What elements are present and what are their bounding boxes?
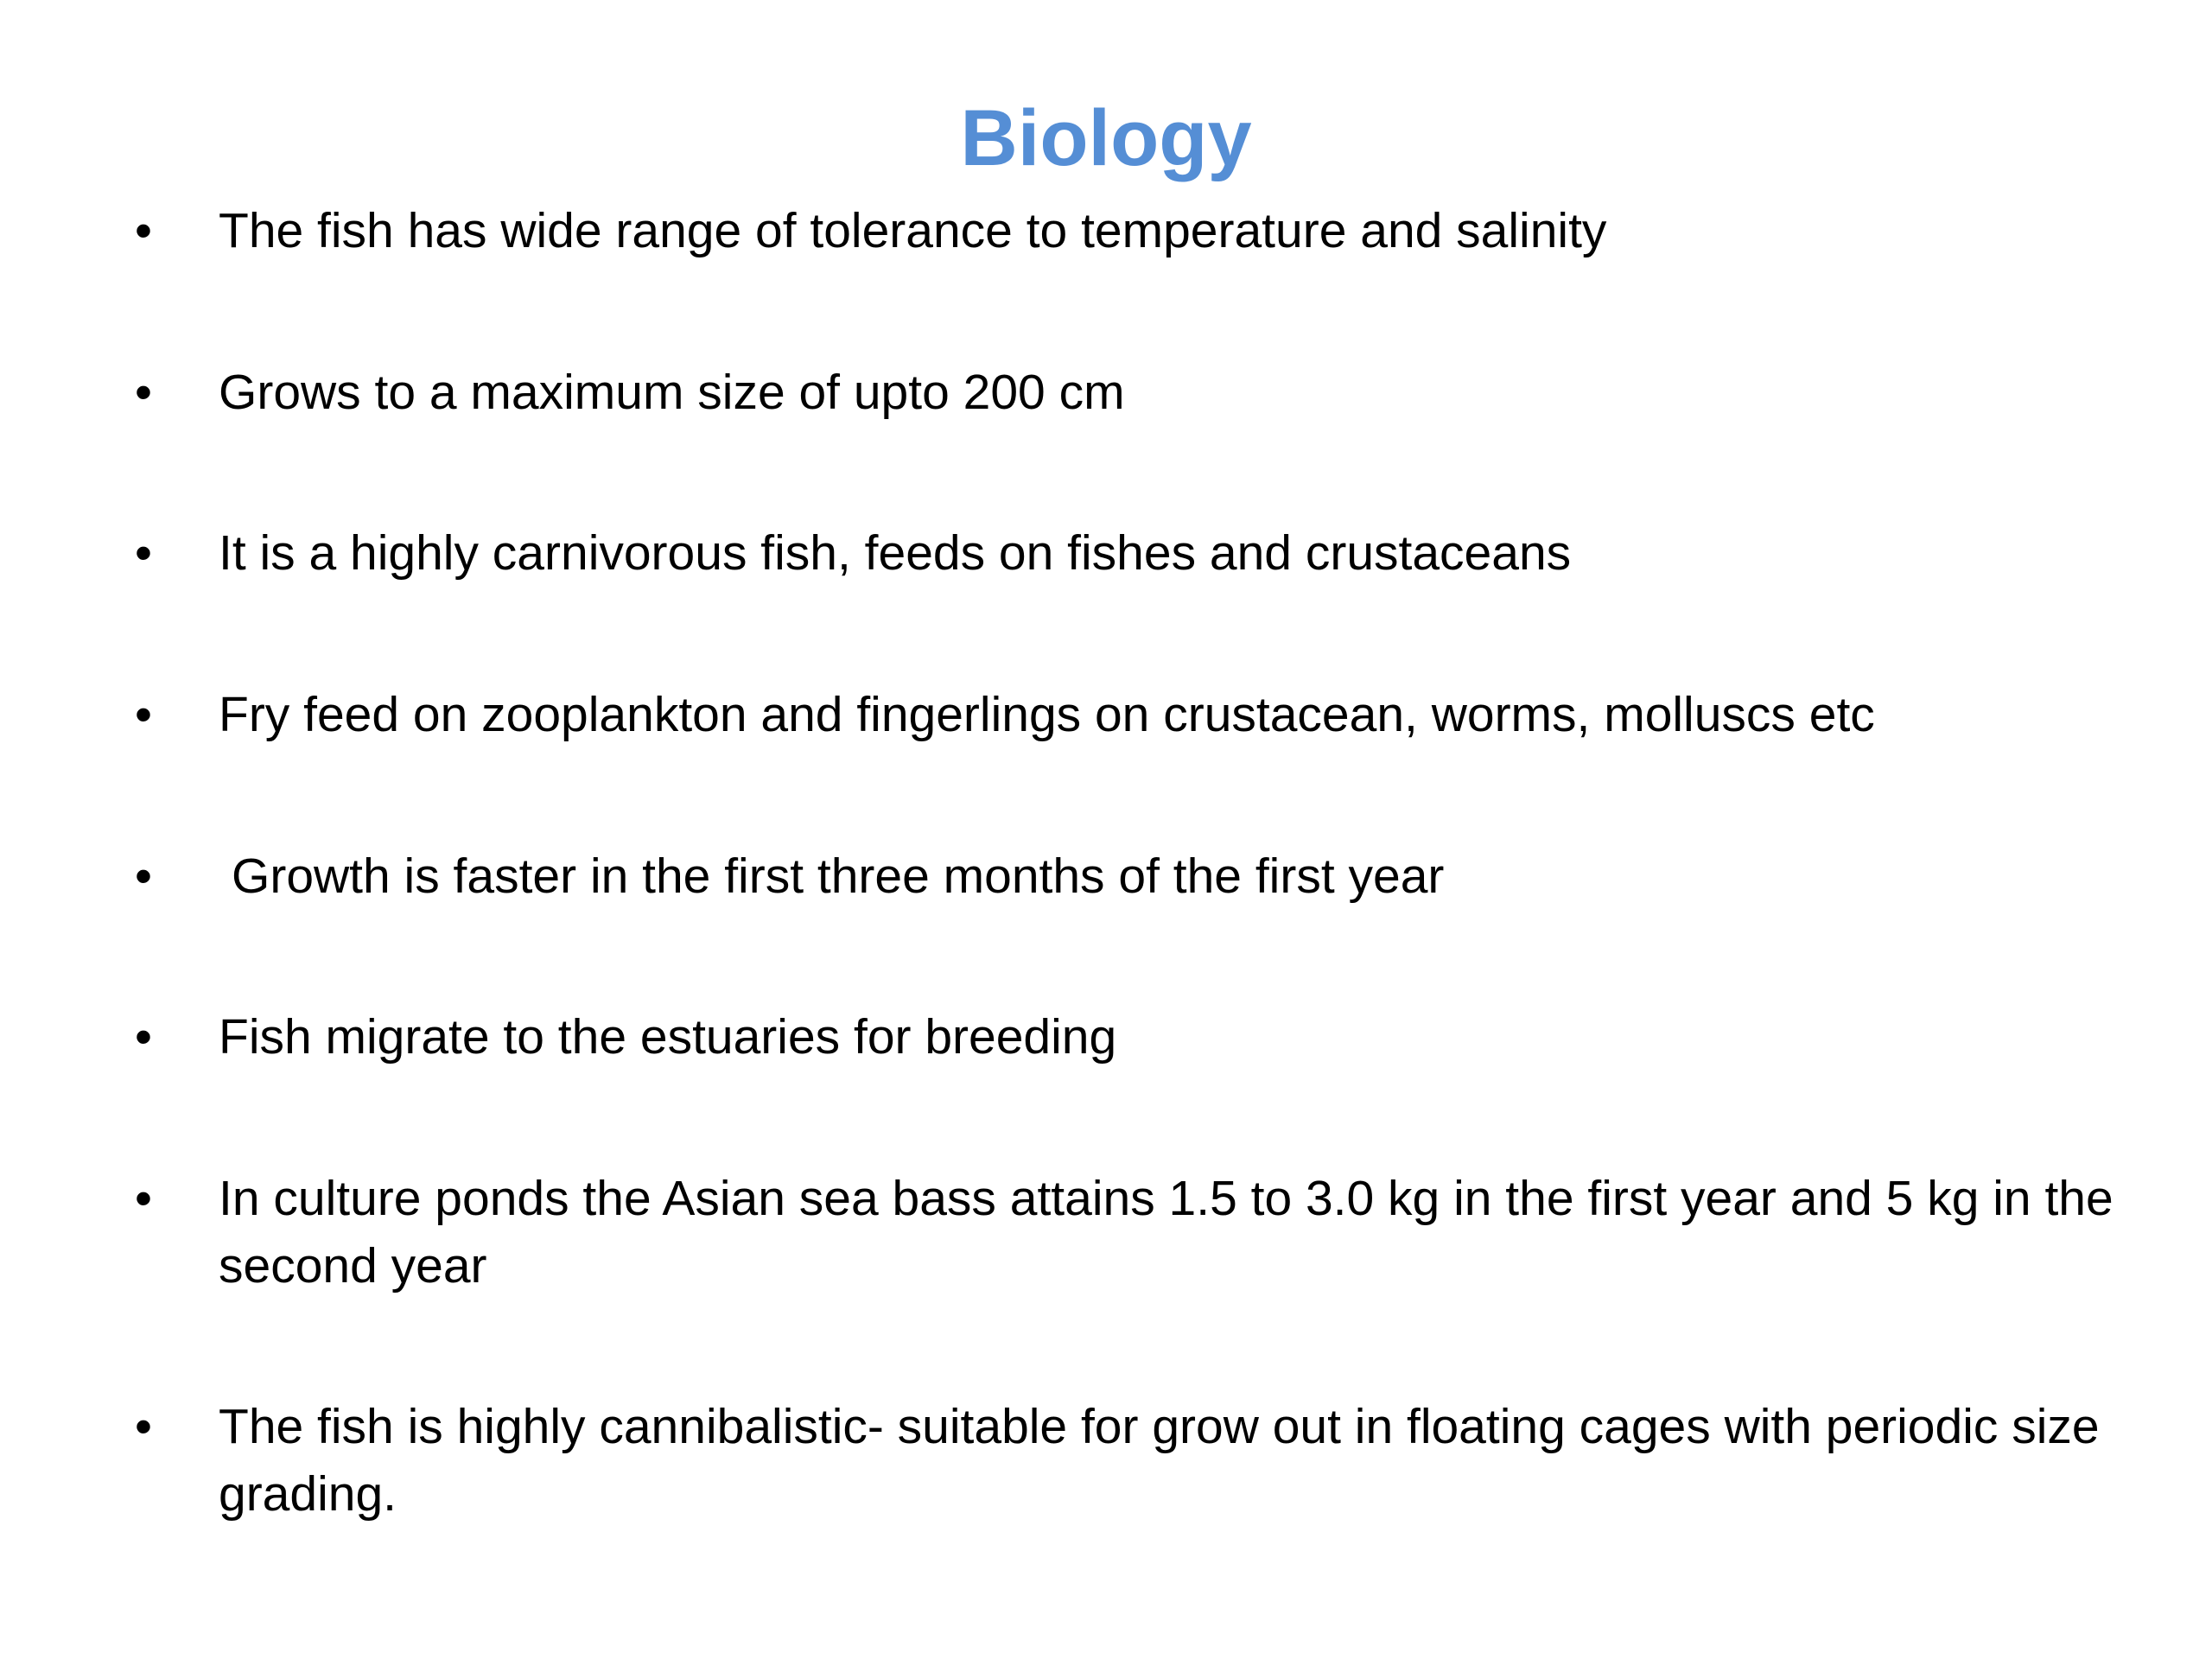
bullet-text: Growth is faster in the first three months of the first year: [232, 849, 1445, 904]
bullet-icon: •: [135, 203, 152, 258]
bullet-icon: •: [135, 1009, 152, 1065]
bullet-text: Grows to a maximum size of upto 200 cm: [219, 365, 1125, 420]
bullet-text: The fish is highly cannibalistic- suitable for grow out in floating cages with periodic size grading.: [219, 1399, 2100, 1522]
bullet-text: The fish has wide range of tolerance to temperature and salinity: [219, 203, 1607, 258]
bullet-text: It is a highly carnivorous fish, feeds on fishes and crustaceans: [219, 525, 1572, 581]
bullet-icon: •: [135, 1171, 152, 1226]
bullet-icon: •: [135, 1399, 152, 1454]
slide-title: Biology: [960, 94, 1252, 182]
bullet-icon: •: [135, 849, 152, 904]
bullet-icon: •: [135, 687, 152, 742]
bullet-icon: •: [135, 365, 152, 420]
bullet-text: In culture ponds the Asian sea bass attains 1.5 to 3.0 kg in the first year and 5 kg in the second year: [219, 1171, 2113, 1294]
bullet-icon: •: [135, 525, 152, 581]
bullet-text: Fish migrate to the estuaries for breeding: [219, 1009, 1117, 1065]
bullet-text: Fry feed on zooplankton and fingerlings on crustacean, worms, molluscs etc: [219, 687, 1875, 742]
